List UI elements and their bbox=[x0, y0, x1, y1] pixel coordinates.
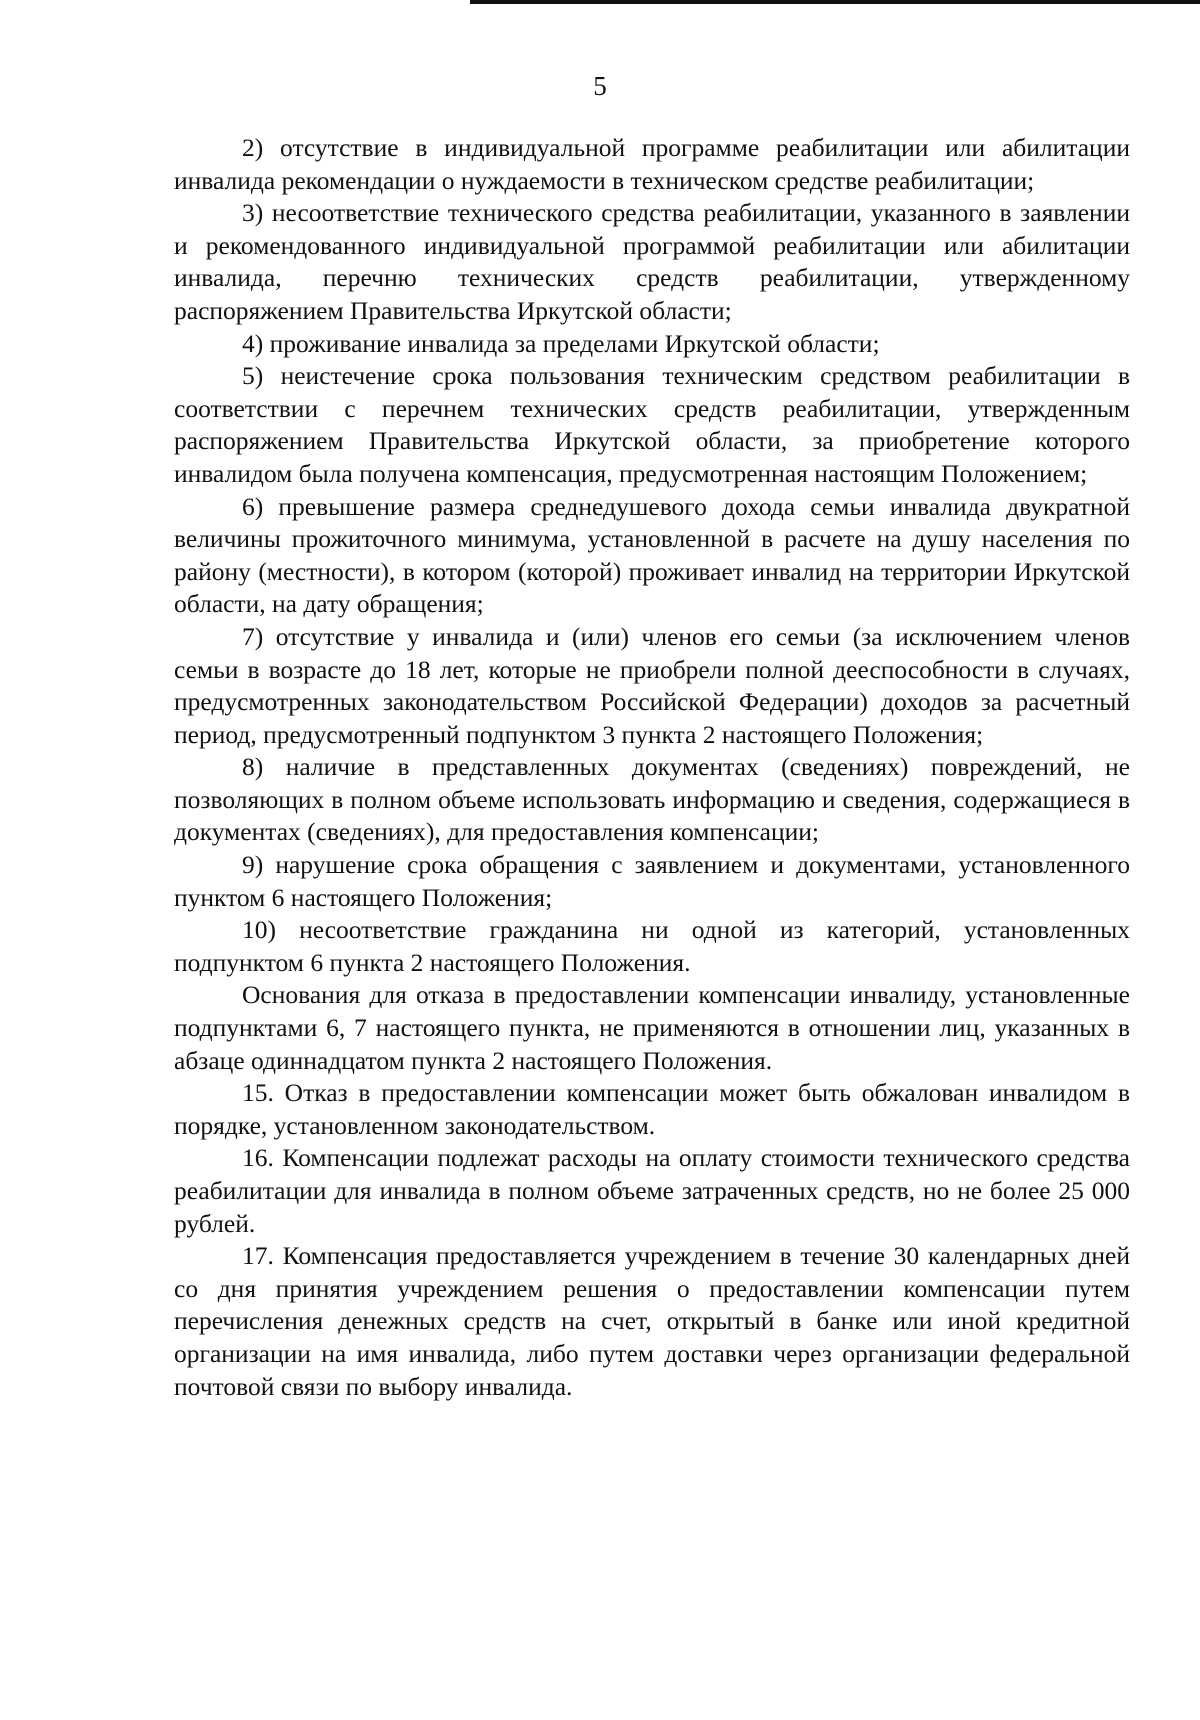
clause-17-paragraph: 17. Компенсация предоставляется учреждением в течение 30 календарных дней со дня принятия учреждением решения о предоставлении компенсации путем перечисления денежных средств на счет, открытый в банке или иной кредитной организации на имя инвалида, либо путем доставки через организации федеральной почтовой связи по выбору инвалида. bbox=[174, 1241, 1130, 1401]
item-7-paragraph: 7) отсутствие у инвалида и (или) членов его семьи (за исключением членов семьи в возрасте до 18 лет, которые не приобрели полной дееспособности в случаях, предусмотренных законодательством Российской Федерации) доходов за расчетный период, предусмотренный подпунктом 3 пункта 2 настоящего Положения; bbox=[174, 621, 1130, 749]
top-rule bbox=[470, 0, 1200, 4]
item-4-paragraph: 4) проживание инвалида за пределами Иркутской области; bbox=[242, 328, 880, 358]
item-5-paragraph: 5) неистечение срока пользования техническим средством реабилитации в соответствии с перечнем технических средств реабилитации, утвержденным распоряжением Правительства Иркутской области, за приобретение которого инвалидом была получена компенсация, предусмотренная настоящим Положением; bbox=[174, 361, 1130, 488]
clause-16-paragraph: 16. Компенсации подлежат расходы на оплату стоимости технического средства реабилитации для инвалида в полном объеме затраченных средств, но не более 25 000 рублей. bbox=[174, 1143, 1130, 1238]
item-10-paragraph: 10) несоответствие гражданина ни одной из категорий, установленных подпунктом 6 пункта 2 настоящего Положения. bbox=[174, 915, 1130, 977]
refusal-grounds-paragraph: Основания для отказа в предоставлении компенсации инвалиду, установленные подпунктами 6, 7 настоящего пункта, не применяются в отношении лиц, указанных в абзаце одиннадцатом пункта 2 настоящего Положения. bbox=[174, 980, 1130, 1075]
item-6-paragraph: 6) превышение размера среднедушевого дохода семьи инвалида двукратной величины прожиточного минимума, установленной в расчете на душу населения по району (местности), в котором (которой) проживает инвалид на территории Иркутской области, на дату обращения; bbox=[174, 491, 1130, 619]
document-body bbox=[174, 132, 1130, 1403]
page-number: 5 bbox=[593, 71, 607, 101]
item-2-paragraph: 2) отсутствие в индивидуальной программе реабилитации или абилитации инвалида рекомендации о нуждаемости в техническом средстве реабилитации; bbox=[174, 133, 1130, 195]
item-3-paragraph: 3) несоответствие технического средства реабилитации, указанного в заявлении и рекомендованного индивидуальной программой реабилитации или абилитации инвалида, перечню технических средств реабилитации, утвержденному распоряжением Правительства Иркутской области; bbox=[174, 198, 1130, 325]
item-8-paragraph: 8) наличие в представленных документах (сведениях) повреждений, не позволяющих в полном объеме использовать информацию и сведения, содержащиеся в документах (сведениях), для предоставления компенсации; bbox=[174, 752, 1130, 847]
item-9-paragraph: 9) нарушение срока обращения с заявлением и документами, установленного пунктом 6 настоящего Положения; bbox=[174, 850, 1130, 912]
clause-15-paragraph: 15. Отказ в предоставлении компенсации может быть обжалован инвалидом в порядке, установленном законодательством. bbox=[174, 1078, 1130, 1140]
